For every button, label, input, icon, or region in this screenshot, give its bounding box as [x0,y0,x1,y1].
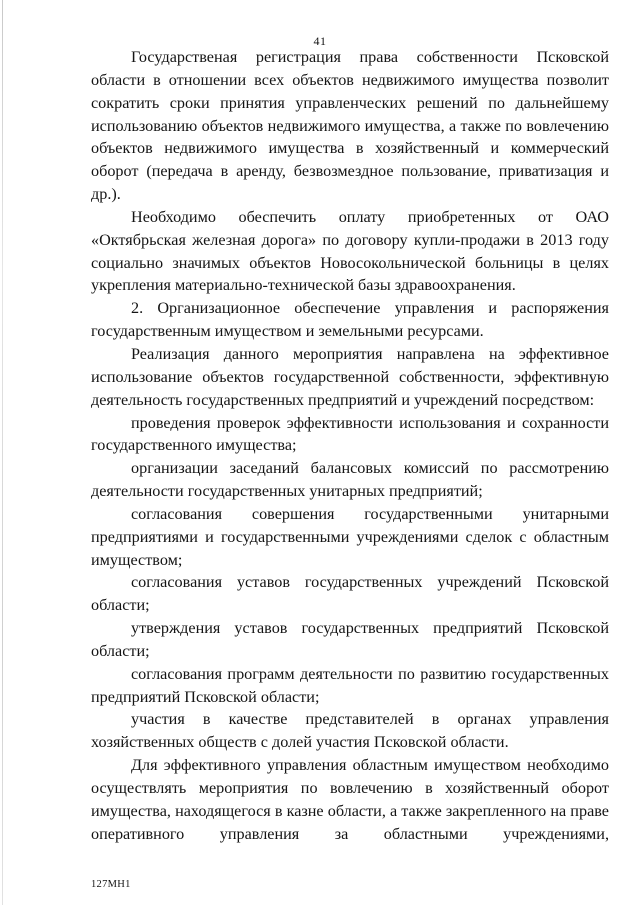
list-item-approval-transactions: согласования совершения государственными унитарными предприятиями и государственными учреждениями сделок с областным имуществом; [91,504,609,569]
paragraph-state-registration: Государственая регистрация права собственности Псковской области в отношении всех объектов недвижимого имущества позволит сократить сроки принятия управленческих решений по дальнейшему использованию объектов недвижимого имущества, а также по вовлечению объектов недвижимого имущества в хозяйственный и коммерческий оборот (передача в аренду, безвозмездное пользование, приватизация и др.). [91,48,609,204]
list-item-approval-institution-charters: согласования уставов государственных учреждений Псковской области; [91,573,609,615]
page-number: 41 [313,34,327,48]
footer-document-code: 127МН1 [91,879,131,890]
list-item-balance-commissions: организации заседаний балансовых комиссий по рассмотрению деятельности государственных унитарных предприятий; [91,459,609,501]
scan-edge-line [2,0,3,905]
paragraph-section-2-heading: 2. Организационное обеспечение управления и распоряжения государственным имуществом и земельными ресурсами. [91,299,609,341]
list-item-development-programs: согласования программ деятельности по развитию государственных предприятий Псковской области; [91,664,609,706]
document-body [91,46,609,846]
paragraph-implementation-intro: Реализация данного мероприятия направлена на эффективное использование объектов государственной собственности, эффективную деятельность государственных предприятий и учреждений посредством: [91,344,609,409]
list-item-inspections: проведения проверок эффективности использования и сохранности государственного имущества; [91,413,609,455]
paragraph-effective-management: Для эффективного управления областным имуществом необходимо осуществлять мероприятия по вовлечению в хозяйственный оборот имущества, находящегося в казне области, а также закрепленного на праве оперативного управления за областными учреждениями, [91,756,609,843]
list-item-approval-enterprise-charters: утверждения уставов государственных предприятий Псковской области; [91,619,609,660]
paragraph-payment-oao: Необходимо обеспечить оплату приобретенных от ОАО «Октябрьская железная дорога» по договору купли-продажи в 2013 году социально значимых объектов Новосокольнической больницы в целях укрепления материально-технической базы здравоохранения. [91,207,609,295]
list-item-participation-management: участия в качестве представителей в органах управления хозяйственных обществ с долей участия Псковской области. [91,710,609,752]
